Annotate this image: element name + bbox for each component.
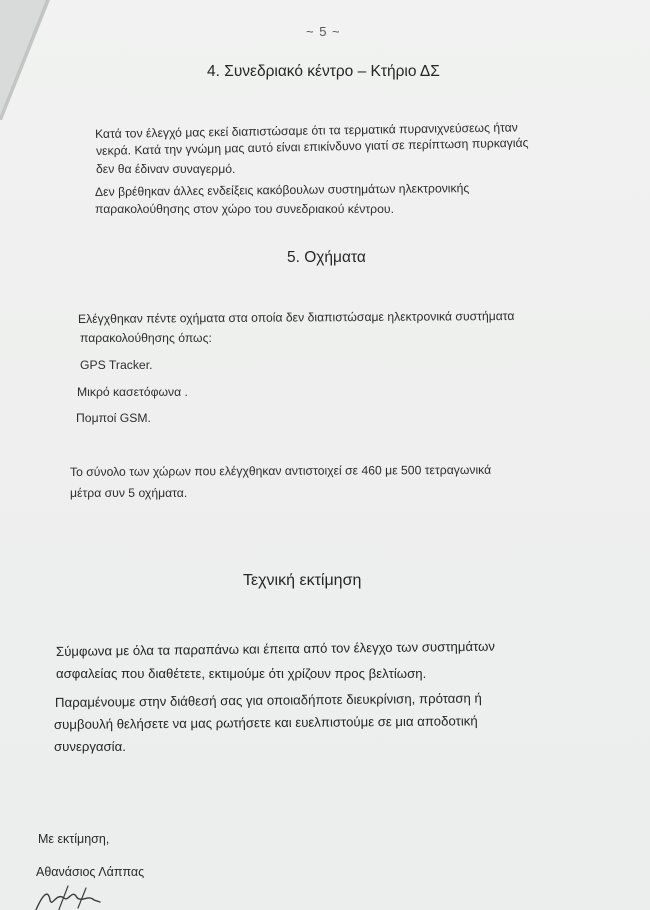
signatory-name: Αθανάσιος Λάππας <box>36 865 145 879</box>
underlying-page-corner <box>0 0 120 120</box>
section-5-intro-line2: παρακολούθησης όπως: <box>80 331 212 345</box>
section-5-summary-line2: μέτρα συν 5 οχήματα. <box>70 486 188 500</box>
section-4-heading: 4. Συνεδριακό κέντρο – Κτήριο ΔΣ <box>207 63 440 80</box>
section-4-para2-line2: παρακολούθησης στον χώρο του συνεδριακού κέντρου. <box>95 202 394 216</box>
section-5-intro-line1: Ελέγχθηκαν πέντε οχήματα στα οποία δεν διαπιστώσαμε ηλεκτρονικά συστήματα <box>77 308 515 326</box>
assessment-para1-line1: Σύμφωνα με όλα τα παραπάνω και έπειτα από τον έλεγχο των συστημάτων <box>55 638 496 659</box>
section-4-para1-line2: νεκρά. Κατά την γνώμη μας αυτό είναι επικίνδυνο γιατί σε περίπτωση πυρκαγιάς <box>95 135 529 158</box>
section-4-para1-line1: Κατά τον έλεγχό μας εκεί διαπιστώσαμε ότι τα τερματικά πυρανιχνεύσεως ήταν <box>94 120 518 141</box>
list-item-gsm: Πομποί GSM. <box>76 411 151 425</box>
section-5-heading: 5. Οχήματα <box>287 249 366 266</box>
assessment-para2-line1: Παραμένουμε στην διάθεσή σας για οποιαδήποτε διευκρίνιση, πρόταση ή <box>54 690 482 710</box>
section-5-summary-line1: Το σύνολο των χώρων που ελέγχθηκαν αντιστοιχεί σε 460 με 500 τετραγωνικά <box>69 462 492 479</box>
section-4-para1-line3: δεν θα έδιναν συναγερμό. <box>96 162 236 176</box>
list-item-gps-tracker: GPS Tracker. <box>80 358 153 372</box>
assessment-heading: Τεχνική εκτίμηση <box>243 572 362 589</box>
handwritten-signature <box>28 882 118 910</box>
assessment-para2-line3: συνεργασία. <box>54 739 126 754</box>
assessment-para2-line2: συμβουλή θελήσετε να μας ρωτήσετε και ευελπιστούμε σε μια αποδοτική <box>53 713 478 732</box>
page-number: ~ 5 ~ <box>306 24 341 39</box>
list-item-recorder: Μικρό κασετόφωνα . <box>77 385 188 399</box>
assessment-para1-line2: ασφαλείας που διαθέτετε, εκτιμούμε ότι χρίζουν προς βελτίωση. <box>56 666 427 681</box>
closing-salutation: Με εκτίμηση, <box>38 832 110 846</box>
section-4-para2-line1: Δεν βρέθηκαν άλλες ενδείξεις κακόβουλων συστημάτων ηλεκτρονικής <box>94 181 470 199</box>
